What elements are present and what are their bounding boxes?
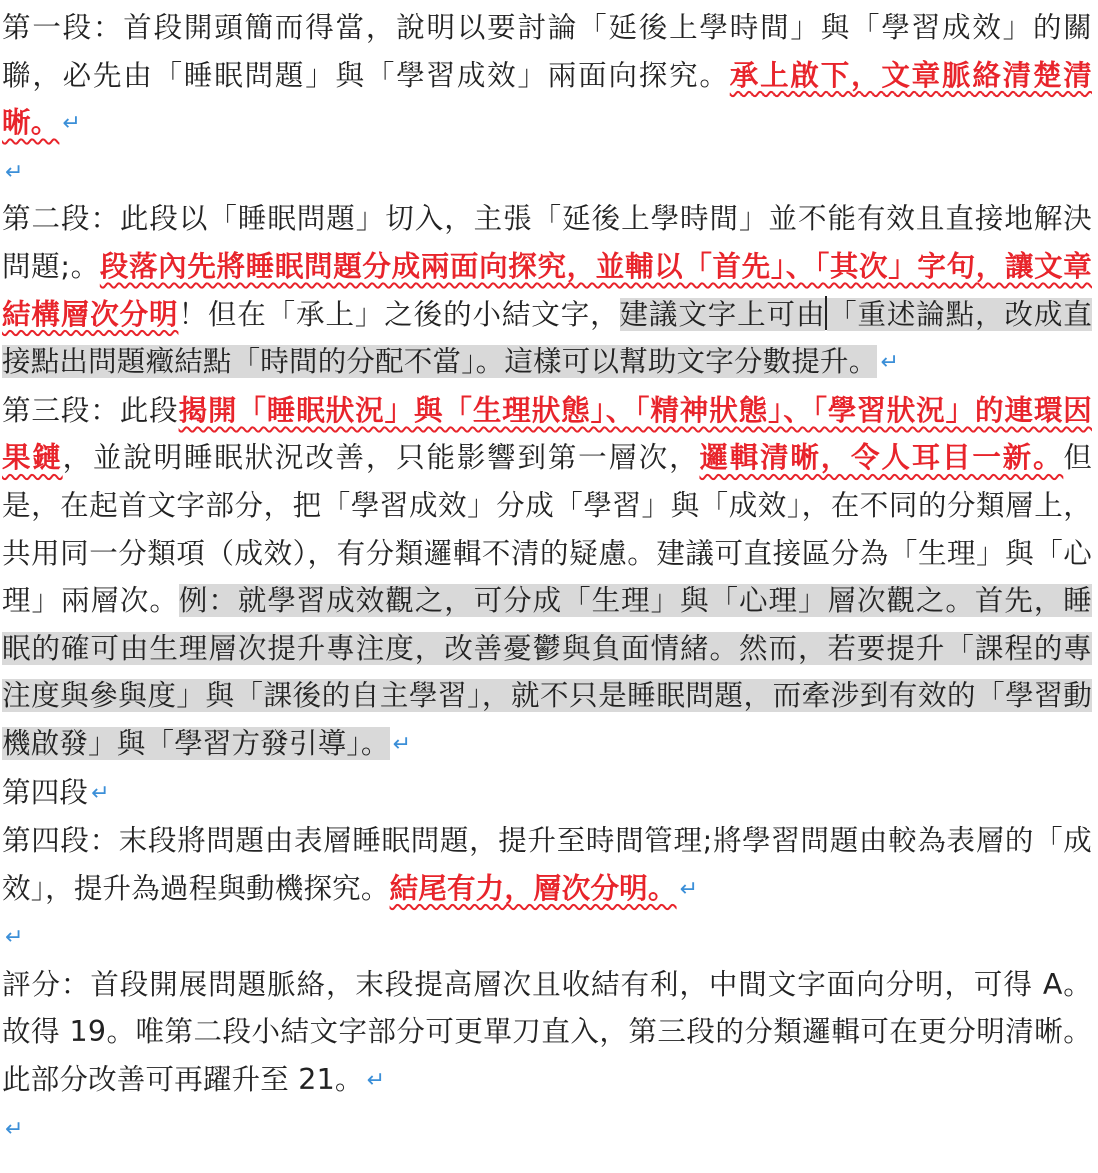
paragraph-3-text-2: 但是，在起首文字部分，把「學習成效」分成「學習」與「成效」，在不同的分類層上，共用同一分類項（成效），有分類邏輯不清的疑慮。建議可直接區分為「生理」與「心理」兩層次。 (2, 441, 1093, 618)
paragraph-2-comment: 段落內先將睡眠問題分成兩面向探究，並輔以「首先」、「其次」字句，讓文章結構層次分明 (2, 249, 1092, 331)
paragraph-mark-icon: ↵ (5, 925, 24, 951)
paragraph-2-text: 第二段：此段以「睡眠問題」切入，主張「延後上學時間」並不能有效且直接地解決問題;。 (2, 202, 1092, 283)
paragraph-4-comment: 結尾有力，層次分明。 (389, 871, 677, 905)
paragraph-2-text-continued: ！但在「承上」之後的小結文字， (178, 297, 620, 331)
paragraph-3-comment-2: 邏輯清晰，令人耳目一新。 (699, 441, 1064, 475)
paragraph-3[interactable] (2, 387, 1092, 769)
paragraph-mark-icon: ↵ (62, 111, 82, 137)
paragraph-2[interactable] (2, 195, 1092, 386)
paragraph-2-suggestion-rest: 「重述論點，改成直接點出問題癥結點「時間的分配不當」。這樣可以幫助文字分數提升。 (2, 297, 1092, 379)
paragraph-1[interactable] (2, 4, 1092, 148)
empty-paragraph[interactable] (2, 148, 1092, 196)
paragraph-4-text: 第四段：末段將問題由表層睡眠問題，提升至時間管理;將學習問題由較為表層的「成效」，提升為過程與動機探究。 (2, 824, 1092, 905)
score-text: 評分：首段開展問題脈絡，末段提高層次且收結有利，中間文字面向分明，可得 A。故得 19。唯第二段小結文字部分可更單刀直入，第三段的分類邏輯可在更分明清晰。此部分改善可再躍升至 21。 (2, 967, 1092, 1097)
paragraph-mark-icon: ↵ (880, 350, 900, 376)
paragraph-mark-icon: ↵ (5, 1116, 24, 1142)
paragraph-mark-icon: ↵ (366, 1068, 386, 1094)
paragraph-1-comment: 承上啟下，文章脈絡清楚清晰。 (2, 58, 1092, 140)
empty-paragraph[interactable] (2, 1105, 1092, 1153)
paragraph-mark-icon: ↵ (679, 876, 699, 902)
paragraph-3-comment-1: 揭開「睡眠狀況」與「生理狀態」、「精神狀態」、「學習狀況」的連環因果鏈 (2, 393, 1092, 475)
paragraph-4[interactable] (2, 817, 1092, 913)
paragraph-2-suggestion-first: 建議文字上可由 (619, 297, 826, 331)
paragraph-mark-icon: ↵ (91, 780, 110, 806)
paragraph-3-lead: 第三段：此段 (2, 393, 179, 427)
paragraph-mark-icon: ↵ (392, 731, 412, 757)
paragraph-1-text: 第一段：首段開頭簡而得當，說明以要討論「延後上學時間」與「學習成效」的關聯，必先由「睡眠問題」與「學習成效」兩面向探究。 (2, 11, 1092, 92)
paragraph-4-heading-text: 第四段 (2, 775, 89, 809)
paragraph-mark-icon: ↵ (5, 159, 24, 185)
paragraph-3-example: 例：就學習成效觀之，可分成「生理」與「心理」層次觀之。首先，睡眠的確可由生理層次提升專注度，改善憂鬱與負面情緒。然而，若要提升「課程的專注度與參與度」與「課後的自主學習」，就不只是睡眠問題，而牽涉到有效的「學習動機啟發」與「學習方發引導」。 (2, 584, 1093, 760)
score-paragraph[interactable] (2, 961, 1092, 1105)
document-body[interactable] (2, 4, 1092, 1152)
empty-paragraph[interactable] (2, 913, 1092, 961)
paragraph-3-text-1: ，並說明睡眠狀況改善，只能影響到第一層次， (62, 441, 700, 475)
paragraph-4-heading[interactable] (2, 769, 1092, 818)
